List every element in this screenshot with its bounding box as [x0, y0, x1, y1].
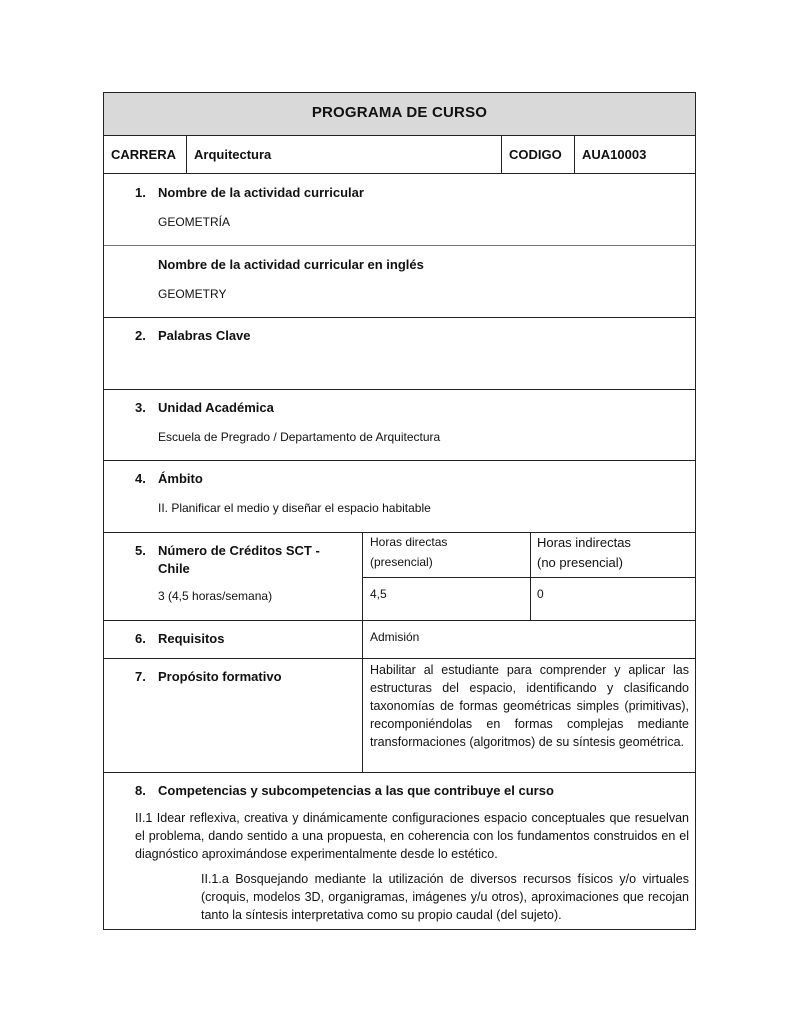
hours-value-row: [363, 577, 695, 620]
section-2-label: Palabras Clave: [158, 328, 251, 343]
section-8-subcompetency: II.1.a Bosquejando mediante la utilización de diversos recursos físicos y/o virtuales (croquis, modelos 3D, organigramas, imágenes y/u otros), aproximaciones que recojan tanto la síntesis interpretativa como su propio caudal (del sujeto).: [201, 872, 689, 922]
section-3-row: [104, 389, 695, 460]
requirements-value-cell: [362, 621, 695, 658]
section-6-number: 6.: [135, 631, 146, 646]
hours-cell: [362, 533, 695, 620]
requirements-label-cell: [104, 621, 362, 658]
section-5-label-line2: Chile: [158, 561, 190, 576]
section-4-row: [104, 460, 695, 532]
section-6-value: Admisión: [370, 630, 420, 644]
section-1-number: 1.: [135, 185, 146, 200]
section-2-number: 2.: [135, 328, 146, 343]
section-3-label: Unidad Académica: [158, 400, 274, 415]
section-8-number: 8.: [135, 783, 146, 798]
direct-hours-value-cell: [363, 577, 530, 620]
credits-label-cell: [104, 533, 362, 620]
purpose-label-cell: [104, 659, 362, 772]
direct-hours-header-line2: (presencial): [370, 555, 433, 569]
indirect-hours-value: 0: [537, 587, 544, 601]
section-6-label: Requisitos: [158, 631, 225, 646]
section-5-number: 5.: [135, 543, 146, 558]
direct-hours-header: [363, 533, 530, 577]
section-7-label: Propósito formativo: [158, 669, 282, 684]
section-1-row: [104, 173, 695, 245]
section-5-value: 3 (4,5 horas/semana): [158, 589, 273, 603]
section-8-label: Competencias y subcompetencias a las que contribuye el curso: [158, 783, 554, 798]
section-5-row: [104, 532, 695, 620]
career-code-row: [104, 135, 695, 173]
section-3-value: Escuela de Pregrado / Departamento de Arquitectura: [158, 430, 441, 444]
hours-header-row: [363, 533, 695, 578]
page-title: PROGRAMA DE CURSO: [311, 104, 488, 121]
codigo-value-cell: [574, 136, 695, 173]
section-1-english-label: Nombre de la actividad curricular en inglés: [158, 257, 424, 272]
section-2-row: [104, 317, 695, 389]
section-4-value: II. Planificar el medio y diseñar el espacio habitable: [158, 501, 431, 515]
section-1-english-row: [104, 245, 695, 317]
indirect-hours-header-line2: (no presencial): [537, 555, 623, 570]
course-program-table: [103, 92, 696, 930]
section-7-number: 7.: [135, 669, 146, 684]
indirect-hours-header: [530, 533, 695, 577]
section-1-english-value: GEOMETRY: [158, 287, 227, 301]
indirect-hours-value-cell: [530, 577, 695, 620]
carrera-label-cell: [104, 136, 186, 173]
purpose-value-cell: [362, 659, 695, 772]
codigo-label: CODIGO: [509, 147, 562, 162]
section-1-value: GEOMETRÍA: [158, 215, 231, 229]
codigo-value: AUA10003: [582, 147, 647, 162]
carrera-value: Arquitectura: [194, 147, 272, 162]
carrera-value-cell: [186, 136, 501, 173]
section-7-row: [104, 658, 695, 772]
section-1-label: Nombre de la actividad curricular: [158, 185, 364, 200]
codigo-label-cell: [501, 136, 574, 173]
section-8-competency: II.1 Idear reflexiva, creativa y dinámicamente configuraciones espacio conceptuales que resuelvan el problema, dando sentido a una propuesta, en coherencia con los fundamentos construidos en el diagnóstico aproximándose experimentalmente desde lo estético.: [135, 811, 689, 861]
section-8-row: [104, 772, 695, 929]
carrera-label: CARRERA: [111, 147, 176, 162]
section-7-value: Habilitar al estudiante para comprender y aplicar las estructuras del espacio, identificando y clasificando taxonomías de formas geométricas simples (primitivas), recomponiéndolas en formas complejas mediante transformaciones (algoritmos) de su síntesis geométrica.: [370, 663, 689, 749]
title-row: [104, 93, 695, 135]
section-4-number: 4.: [135, 471, 146, 486]
section-6-row: [104, 620, 695, 658]
section-3-number: 3.: [135, 400, 146, 415]
direct-hours-header-line1: Horas directas: [370, 535, 448, 549]
section-4-label: Ámbito: [158, 471, 203, 486]
direct-hours-value: 4,5: [370, 587, 387, 601]
section-5-label-line1: Número de Créditos SCT -: [158, 543, 320, 558]
indirect-hours-header-line1: Horas indirectas: [537, 535, 631, 550]
